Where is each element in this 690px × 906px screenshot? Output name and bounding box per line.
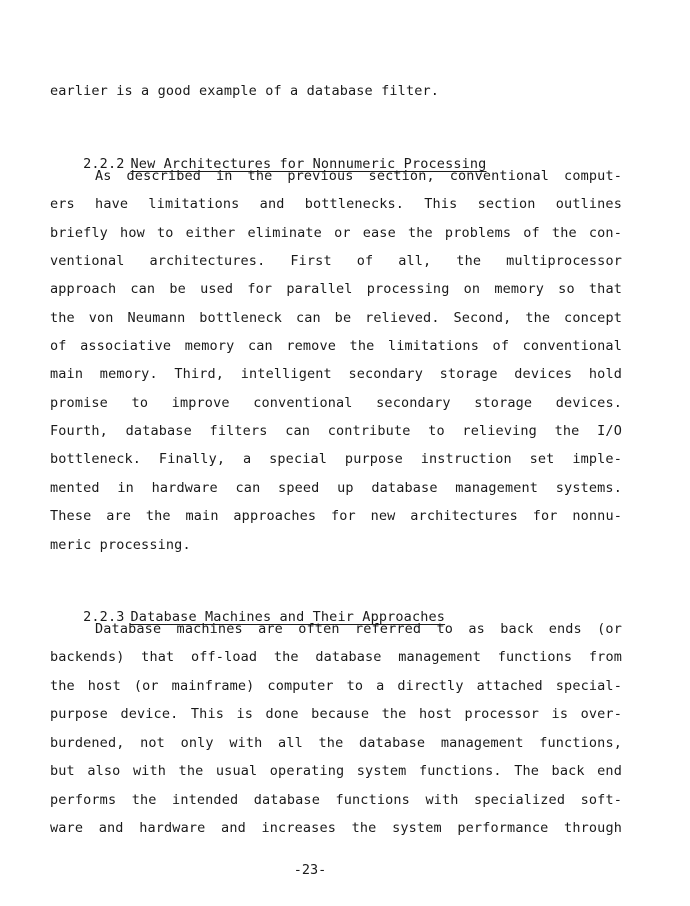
section-title: Database Machines and Their Approaches xyxy=(130,609,446,625)
paragraph-line: briefly how to either eliminate or ease the problems of the con- xyxy=(50,225,622,241)
paragraph-line: approach can be used for parallel processing on memory so that xyxy=(50,281,622,297)
paragraph-line: ventional architectures. First of all, the multiprocessor xyxy=(50,253,622,269)
section-number: 2.2.2 xyxy=(83,156,125,172)
paragraph-line: the von Neumann bottleneck can be relieved. Second, the concept xyxy=(50,310,622,326)
paragraph-line: main memory. Third, intelligent secondary storage devices hold xyxy=(50,366,622,382)
paragraph-line: As described in the previous section, conventional comput- xyxy=(95,168,622,184)
paragraph-line: ware and hardware and increases the system performance through xyxy=(50,820,622,836)
paragraph-line: ers have limitations and bottlenecks. This section outlines xyxy=(50,196,622,212)
continued-text-line: earlier is a good example of a database filter. xyxy=(50,83,440,99)
paragraph-line: performs the intended database functions with specialized soft- xyxy=(50,792,622,808)
paragraph-line: of associative memory can remove the limitations of conventional xyxy=(50,338,622,354)
page-number: -23- xyxy=(293,862,327,878)
paragraph-line: but also with the usual operating system functions. The back end xyxy=(50,763,622,779)
paragraph-line: Database machines are often referred to as back ends (or xyxy=(95,621,622,637)
section-title: New Architectures for Nonnumeric Processing xyxy=(130,156,487,172)
paragraph-line: purpose device. This is done because the host processor is over- xyxy=(50,706,622,722)
paragraph-line: backends) that off-load the database management functions from xyxy=(50,649,622,665)
paragraph-line: mented in hardware can speed up database management systems. xyxy=(50,480,622,496)
paragraph-line: burdened, not only with all the database management functions, xyxy=(50,735,622,751)
section-number: 2.2.3 xyxy=(83,609,125,625)
paragraph-line: promise to improve conventional secondary storage devices. xyxy=(50,395,622,411)
paragraph-line: Fourth, database filters can contribute to relieving the I/O xyxy=(50,423,622,439)
paragraph-line: the host (or mainframe) computer to a directly attached special- xyxy=(50,678,622,694)
paragraph-line: meric processing. xyxy=(50,537,191,553)
paragraph-line: These are the main approaches for new architectures for nonnu- xyxy=(50,508,622,524)
paragraph-line: bottleneck. Finally, a special purpose instruction set imple- xyxy=(50,451,622,467)
